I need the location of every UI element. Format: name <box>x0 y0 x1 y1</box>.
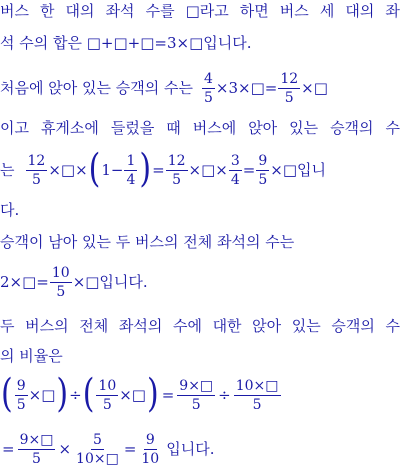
word: 버스에 <box>192 119 237 137</box>
text: 석 수의 합은 □+□+□=3×□입니다. <box>0 34 252 52</box>
fraction: $\frac{9\times□}{5}$ <box>19 431 54 467</box>
line-8 <box>0 262 400 302</box>
text: = <box>242 161 256 179</box>
fraction: $\frac{9}{5}$ <box>16 377 26 413</box>
text: × <box>58 440 72 458</box>
word: 두 <box>0 317 15 335</box>
word: 버스 <box>279 2 309 20</box>
paren-open: ( <box>88 146 101 193</box>
fraction: $\frac{9}{10}$ <box>141 431 160 467</box>
fraction: $\frac{5}{10\times□}$ <box>76 431 119 467</box>
text: = <box>152 161 165 179</box>
text: ÷ <box>69 386 82 404</box>
line-5 <box>0 146 400 193</box>
text: 1− <box>101 161 124 179</box>
text: 입니다. <box>166 440 215 458</box>
word: 승객의 <box>331 317 375 335</box>
paren-open: ( <box>1 371 13 418</box>
line-7 <box>0 232 400 252</box>
word: 승객의 <box>330 119 374 137</box>
line-12 <box>0 428 400 470</box>
text: = <box>161 386 175 404</box>
paren-open: ( <box>82 371 95 418</box>
line-1 <box>0 1 400 21</box>
fraction: $\frac{10\times□}{5}$ <box>235 377 279 413</box>
text: 승객이 남아 있는 두 버스의 전체 좌석의 수는 <box>0 233 295 251</box>
text: ×□ <box>119 386 146 404</box>
word: 앉아 <box>248 119 278 137</box>
word: 때 <box>166 119 181 137</box>
word: 한 <box>40 2 55 20</box>
fraction: $\frac{10}{5}$ <box>51 264 70 300</box>
word: 수 <box>385 317 400 335</box>
word: 좌석의 <box>118 317 163 335</box>
fraction: $\frac{12}{5}$ <box>167 152 186 188</box>
text: ×□× <box>188 161 228 179</box>
word: 대의 <box>345 2 375 20</box>
word: 있는 <box>289 119 319 137</box>
fraction: $\frac{10}{5}$ <box>98 377 117 413</box>
word: 있는 <box>291 317 321 335</box>
text: ×□× <box>48 161 88 179</box>
text: 처음에 앉아 있는 승객의 수는 <box>0 79 193 97</box>
text: ×3×□= <box>215 79 278 97</box>
text: 2×□= <box>0 273 49 291</box>
word: 전체 <box>79 317 109 335</box>
word: 하면 <box>239 2 269 20</box>
text: ×□입니다. <box>72 273 148 291</box>
fraction: $\frac{9\times□}{5}$ <box>179 377 214 413</box>
text: ×□ <box>28 386 56 404</box>
word: 세 <box>319 2 335 20</box>
word: 이고 <box>0 119 29 137</box>
word: 대한 <box>212 317 242 335</box>
line-6 <box>0 200 400 220</box>
text: ×□ <box>301 79 328 97</box>
word: 대의 <box>65 2 95 20</box>
text: 는 <box>0 161 15 179</box>
text: ÷ <box>218 386 231 404</box>
fraction: $\frac{9}{5}$ <box>258 152 268 188</box>
word: 수 <box>385 119 400 137</box>
line-4 <box>0 118 400 138</box>
word: 수에 <box>172 317 202 335</box>
word: 좌석 <box>105 2 135 20</box>
text: = <box>123 440 137 458</box>
word: 수를 <box>145 2 175 20</box>
fraction: $\frac{3}{4}$ <box>230 152 240 188</box>
line-10 <box>0 346 400 366</box>
fraction: $\frac{1}{4}$ <box>126 152 136 188</box>
word: 좌 <box>385 2 400 20</box>
word: 휴게소에 <box>40 119 99 137</box>
line-11 <box>0 371 400 418</box>
fraction: $\frac{12}{5}$ <box>27 152 46 188</box>
word: □라고 <box>185 2 229 20</box>
text: = <box>2 440 15 458</box>
word: 들렀을 <box>110 119 155 137</box>
word: 버스 <box>0 2 29 20</box>
text: 다. <box>0 201 20 219</box>
paren-close: ) <box>56 371 69 418</box>
word: 앉아 <box>252 317 282 335</box>
word: 버스의 <box>25 317 69 335</box>
text: 의 비율은 <box>0 347 63 365</box>
fraction: $\frac{12}{5}$ <box>280 70 299 106</box>
line-3 <box>0 70 400 106</box>
line-2 <box>0 33 400 53</box>
line-9 <box>0 316 400 336</box>
paren-close: ) <box>146 371 159 418</box>
fraction: $\frac{4}{5}$ <box>203 70 213 106</box>
text: ×□입니 <box>270 161 326 179</box>
paren-close: ) <box>139 146 152 193</box>
